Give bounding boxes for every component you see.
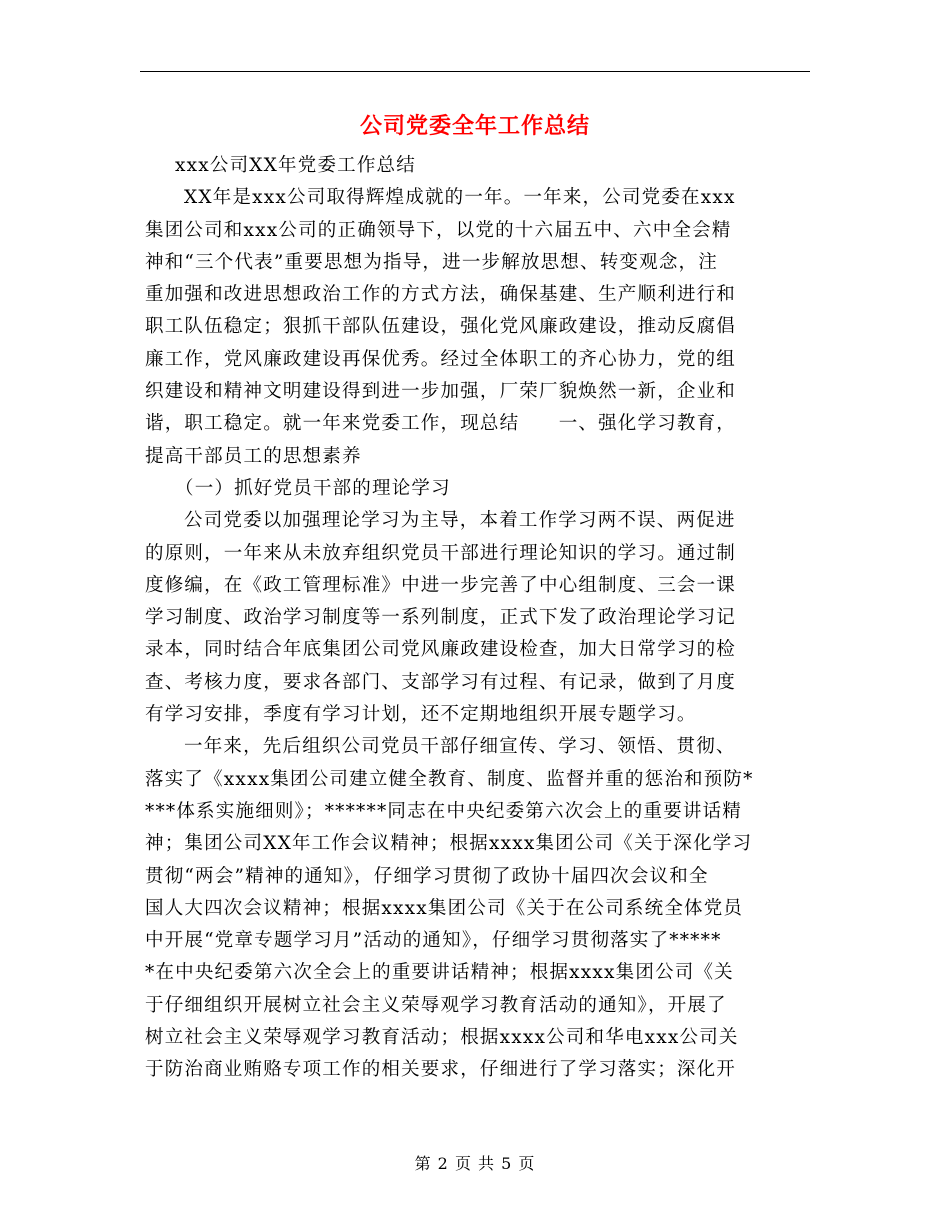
text-line: XX年是xxx公司取得辉煌成就的一年。一年来，公司党委在xxx <box>184 187 736 209</box>
text-line: 国人大四次会议精神；根据xxxx集团公司《关于在公司系统全体党员 <box>145 897 744 919</box>
text-line: 录本，同时结合年底集团公司党风廉政建设检查，加大日常学习的检 <box>145 639 737 661</box>
text-line: ***体系实施细则》；******同志在中央纪委第六次会上的重要讲话精 <box>145 800 743 822</box>
text-line: xxx公司XX年党委工作总结 <box>175 155 416 176</box>
text-line: 廉工作，党风廉政建设再保优秀。经过全体职工的齐心协力，党的组 <box>145 348 737 370</box>
text-line: 集团公司和xxx公司的正确领导下，以党的十六届五中、六中全会精 <box>145 219 732 241</box>
text-line: 公司党委以加强理论学习为主导，本着工作学习两不误、两促进 <box>184 510 736 532</box>
text-line: 于仔细组织开展树立社会主义荣辱观学习教育活动的通知》，开展了 <box>145 994 727 1016</box>
text-line: *在中央纪委第六次全会上的重要讲话精神；根据xxxx集团公司《关 <box>145 962 734 984</box>
text-line: 的原则，一年来从未放弃组织党员干部进行理论知识的学习。通过制 <box>145 542 737 564</box>
text-line: 神；集团公司XX年工作会议精神；根据xxxx集团公司《关于深化学习 <box>145 833 753 855</box>
document-title: 公司党委全年工作总结 <box>359 113 590 139</box>
text-line: 落实了《xxxx集团公司建立健全教育、制度、监督并重的惩治和预防* <box>145 768 754 790</box>
text-line: （一）抓好党员干部的理论学习 <box>175 477 451 499</box>
text-line: 有学习安排，季度有学习计划，还不定期地组织开展专题学习。 <box>145 704 697 726</box>
text-line: 职工队伍稳定；狠抓干部队伍建设，强化党风廉政建设，推动反腐倡 <box>145 316 737 338</box>
text-line: 重加强和改进思想政治工作的方式方法，确保基建、生产顺利进行和 <box>145 284 737 306</box>
text-line: 于防治商业贿赂专项工作的相关要求，仔细进行了学习落实；深化开 <box>145 1059 737 1081</box>
text-line: 一年来，先后组织公司党员干部仔细宣传、学习、领悟、贯彻、 <box>184 736 736 758</box>
document-body <box>145 150 810 1087</box>
text-line: 贯彻“两会”精神的通知》，仔细学习贯彻了政协十届四次会议和全 <box>145 865 709 887</box>
text-line: 学习制度、政治学习制度等一系列制度，正式下发了政治理论学习记 <box>145 607 737 629</box>
text-line: 度修编，在《政工管理标准》中进一步完善了中心组制度、三会一课 <box>145 574 737 596</box>
page-number: 第 2 页 共 5 页 <box>414 1154 536 1173</box>
text-line: 谐，职工稳定。就一年来党委工作，现总结 一、强化学习教育， <box>145 413 737 435</box>
text-line: 神和“三个代表”重要思想为指导，进一步解放思想、转变观念，注 <box>145 251 718 273</box>
text-line: 织建设和精神文明建设得到进一步加强，厂荣厂貌焕然一新，企业和 <box>145 381 737 403</box>
text-line: 树立社会主义荣辱观学习教育活动；根据xxxx公司和华电xxx公司关 <box>145 1027 739 1049</box>
text-line: 提高干部员工的思想素养 <box>145 445 362 467</box>
text-line: 查、考核力度，要求各部门、支部学习有过程、有记录，做到了月度 <box>145 671 737 693</box>
text-line: 中开展“党章专题学习月”活动的通知》，仔细学习贯彻落实了***** <box>145 930 722 952</box>
header-rule <box>140 71 810 72</box>
